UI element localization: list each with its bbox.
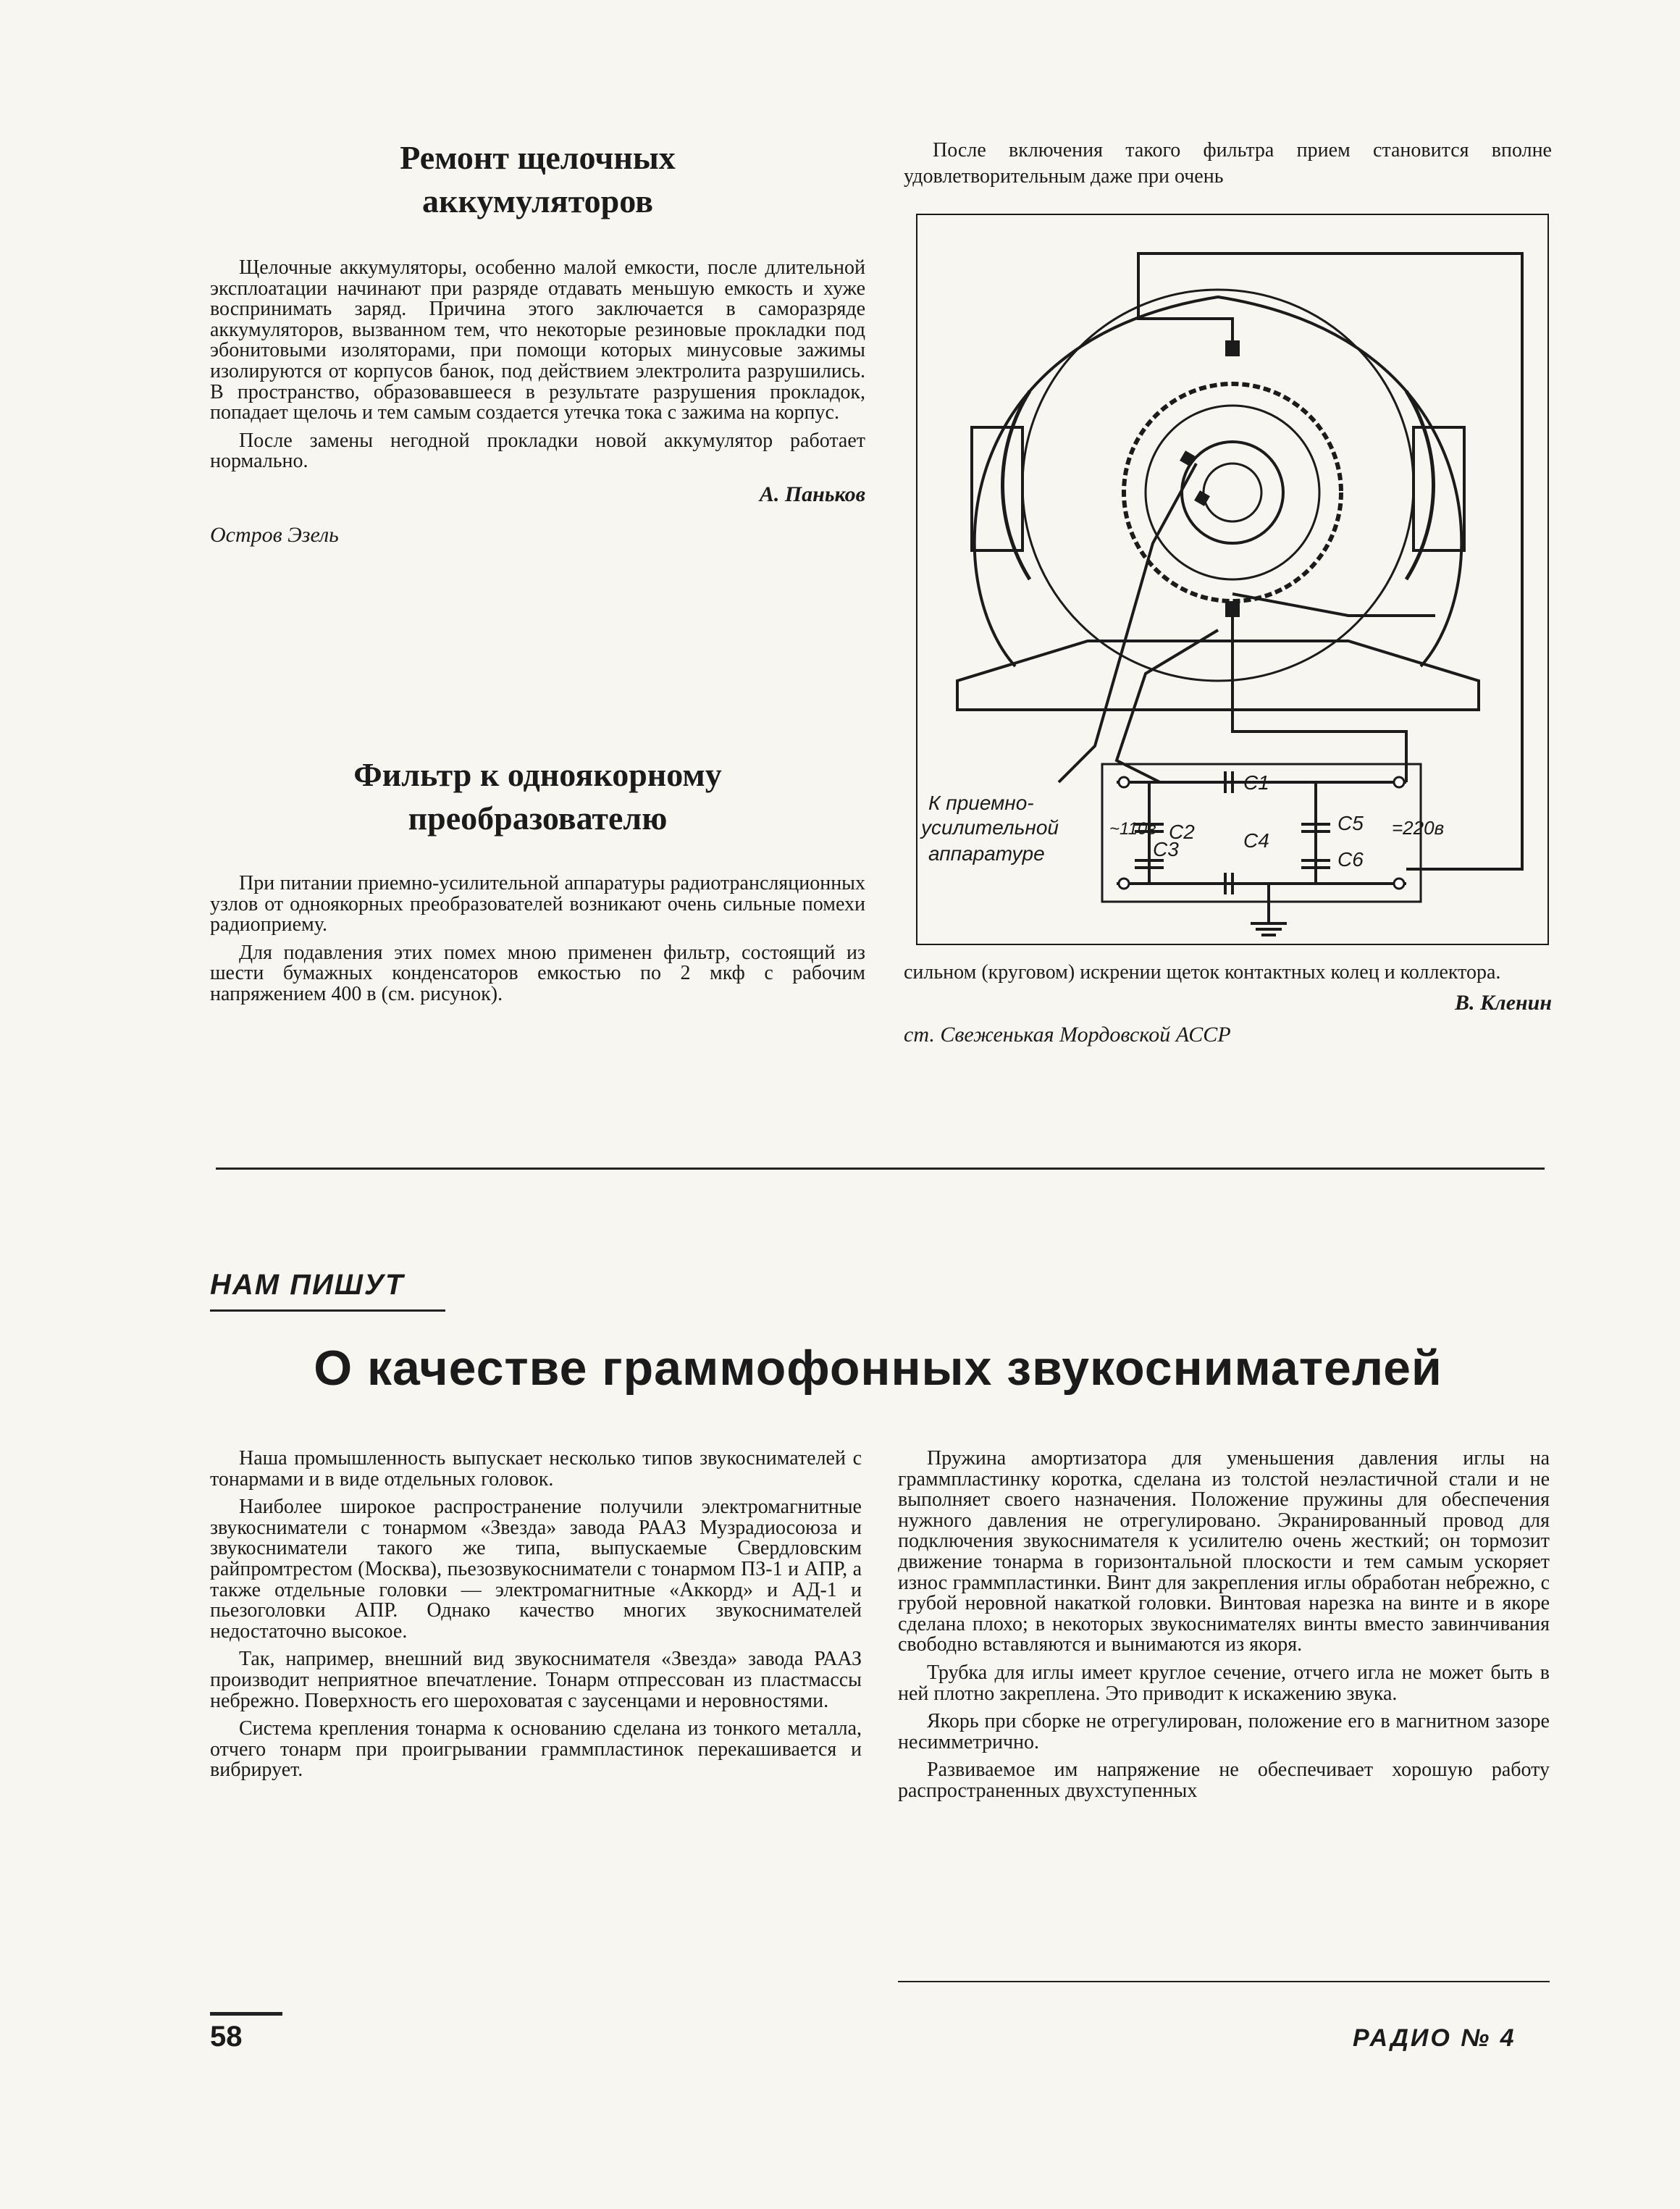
article-filter-converter	[210, 753, 865, 1013]
cap-label: C6	[1337, 848, 1364, 871]
article-paragraph: Пружина амортизатора для уменьшения давления иглы на граммпластинку коротка, сделана из толстой неэластичной стали и не выполняет своего назначения. Положение пружины для обеспечения нужного давления не отрегулировано. Экранированный провод для подключения звукоснимателя к усилителю очень жесткий; он тормозит движение тонарма в горизонтальной плоскости и тем самым ускоряет износ граммпластинки. Винт для закрепления иглы обработан небрежно, с грубой неровной накаткой головки. Винтовая нарезка на винте и в якоре сделана плохо; в некоторых звукоснимателях винты вместо завинчивания свободно вставляются и вынимаются из якоря.	[898, 1447, 1550, 1656]
section-label: НАМ ПИШУТ	[210, 1269, 405, 1301]
footer-mark	[210, 2012, 282, 2016]
article-paragraph: Якорь при сборке не отрегулирован, положение его в магнитном зазоре несимметрично.	[898, 1710, 1550, 1753]
article-paragraph: Щелочные аккумуляторы, особенно малой емкости, после длительной эксплоатации начинают при разряде отдавать меньшую емкость и хуже воспринимать заряд. Причина этого заключается в саморазряде аккумуляторов, вызванном тем, что некоторые резиновые прокладки под эбонитовыми изоляторами, при помощи которых минусовые зажимы изолируются от корпусов банок, под действием электролита разрушились. В пространство, образовавшееся в результате разрушения прокладок, попадает щелочь и тем самым создается утечка тока с зажима на корпус.	[210, 256, 865, 424]
cap-label: C2	[1169, 821, 1195, 843]
cap-label: C5	[1337, 812, 1364, 834]
section-divider	[216, 1168, 1545, 1170]
label-amplifier-line3: аппаратуре	[928, 842, 1045, 865]
commutator	[1182, 442, 1283, 543]
article-repair-alkaline-batteries	[210, 136, 865, 548]
article-paragraph: При питании приемно-усилительной аппаратуры радиотрансляционных узлов от одноякорных преобразователей возникают очень сильные помехи радиоприему.	[210, 872, 865, 936]
article-continuation-bottom: сильном (круговом) искрении щеток контактных колец и коллектора. В. Кленин ст. Свеженькая Мордовской АССР	[904, 961, 1552, 1047]
article-paragraph: Система крепления тонарма к основанию сделана из тонкого металла, отчего тонарм при проигрывании граммпластинок перекашивается и вибрирует.	[210, 1717, 862, 1782]
article-paragraph: Так, например, внешний вид звукоснимателя «Звезда» завода РААЗ производит неприятное впечатление. Тонарм отпрессован из пластмассы небрежно. Поверхность его шероховатая с заусенцами и неровностями.	[210, 1648, 862, 1712]
article-paragraph: После замены негодной прокладки новой аккумулятор работает нормально.	[210, 429, 865, 473]
author-location: ст. Свеженькая Мордовской АССР	[904, 1023, 1231, 1047]
cap-label: C4	[1243, 829, 1269, 852]
article-paragraph: Развиваемое им напряжение не обеспечивает хорошую работу распространенных двухступенных	[898, 1759, 1550, 1802]
cap-label: C1	[1243, 771, 1269, 794]
armature-winding	[1124, 384, 1341, 601]
machine-base	[957, 641, 1479, 710]
label-220v: =220в	[1392, 817, 1445, 839]
page-number: 58	[210, 2021, 243, 2053]
machine-housing	[975, 297, 1462, 666]
label-110v: ~110в	[1109, 819, 1156, 839]
label-amplifier-line2: усилительной	[921, 816, 1059, 839]
cap-label: C3	[1153, 838, 1179, 860]
section-label-underline	[210, 1309, 445, 1312]
article-title: Фильтр к одноякорному преобразователю	[353, 756, 722, 837]
article-left-column	[210, 1449, 862, 1788]
article-paragraph: Наиболее широкое распространение получили электромагнитные звукосниматели с тонармом «Звезда» завода РААЗ Музрадиосоюза и звукосниматели такого же типа, выпускаемые Свердловским райпромтрестом (Москва), пьезозвукосниматели с тонармом ПЗ-1 и АПР, а также отдельные головки — электромагнитные «Аккорд» и АД-1 и пьезоголовки АПР. Однако качество многих звукоснимателей недостаточно высокое.	[210, 1496, 862, 1643]
page-title: О качестве граммофонных звукоснимателей	[314, 1341, 1442, 1396]
magazine-issue: РАДИО № 4	[1353, 2024, 1516, 2052]
converter-filter-diagram	[914, 210, 1551, 949]
article-right-column	[898, 1449, 1550, 1809]
article-paragraph: Трубка для иглы имеет круглое сечение, отчего игла не может быть в ней плотно закреплена. Это приводит к искажению звука.	[898, 1661, 1550, 1705]
column-end-rule	[898, 1981, 1550, 1982]
author-signature: В. Кленин	[1454, 991, 1552, 1015]
author-location: Остров Эзель	[210, 522, 339, 547]
article-paragraph: Для подавления этих помех мною применен фильтр, состоящий из шести бумажных конденсаторов емкостью по 2 мкф с рабочим напряжением 400 в (см. рисунок).	[210, 941, 865, 1005]
article-paragraph: Наша промышленность выпускает несколько типов звукоснимателей с тонармами и в виде отдельных головок.	[210, 1447, 862, 1491]
author-signature: А. Паньков	[759, 482, 865, 506]
label-amplifier-line1: К приемно-	[928, 792, 1034, 814]
article-title: Ремонт щелочных аккумуляторов	[400, 139, 676, 219]
article-continuation-top: После включения такого фильтра прием становится вполне удовлетворительным даже при очень	[904, 139, 1552, 188]
